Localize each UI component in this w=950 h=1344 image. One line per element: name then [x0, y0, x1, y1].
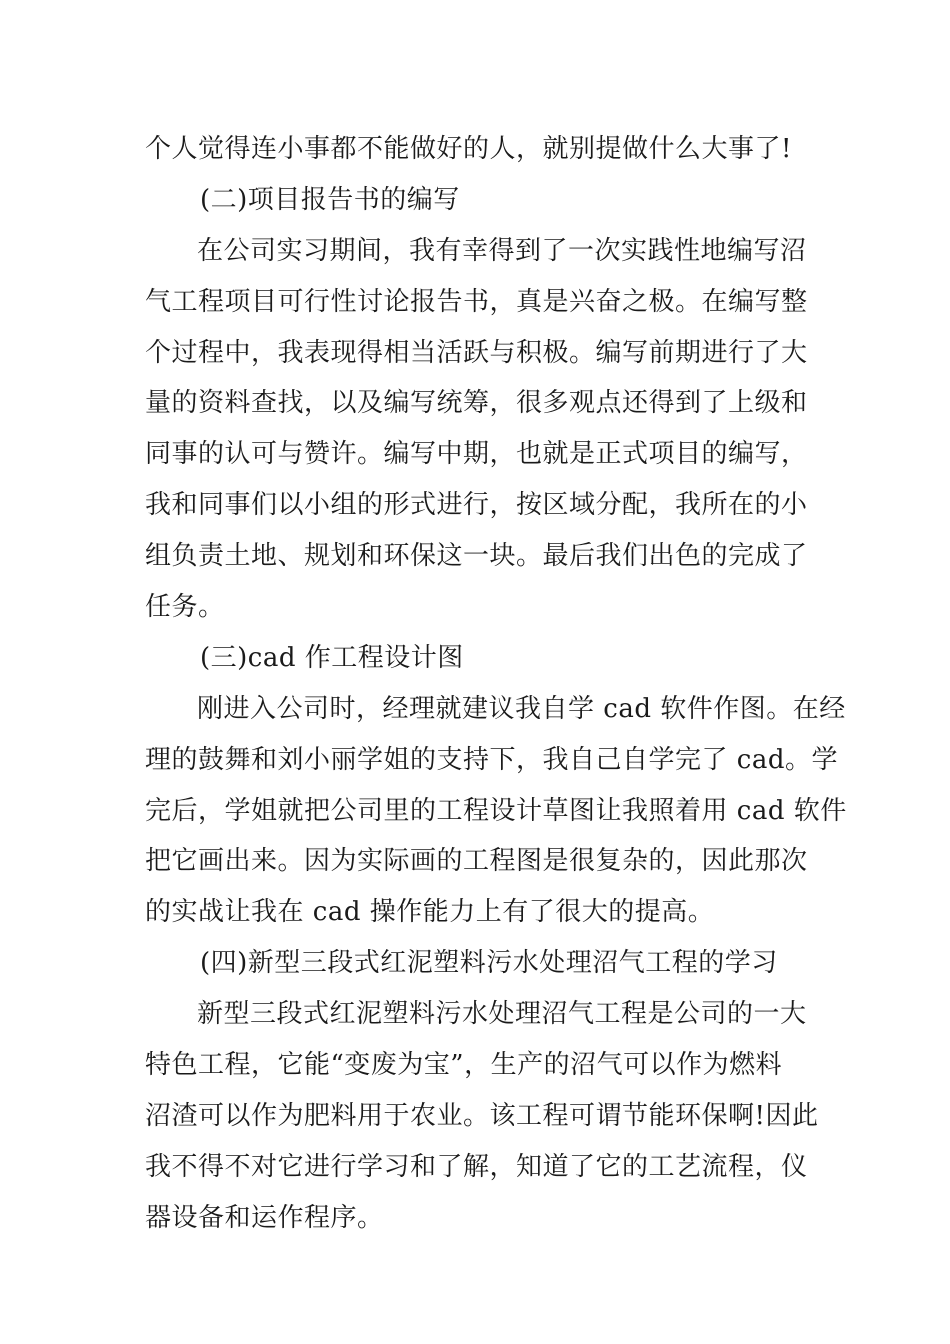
- section-heading-2: (二)项目报告书的编写: [200, 184, 460, 215]
- paragraph-first-line: 在公司实习期间，我有幸得到了一次实践性地编写沼: [197, 235, 807, 266]
- paragraph-first-line: 新型三段式红泥塑料污水处理沼气工程是公司的一大: [197, 999, 807, 1030]
- body-line: 我不得不对它进行学习和了解，知道了它的工艺流程，仪: [145, 1151, 808, 1182]
- body-line: 同事的认可与赞许。编写中期，也就是正式项目的编写，: [145, 439, 808, 470]
- section-heading-4: (四)新型三段式红泥塑料污水处理沼气工程的学习: [200, 948, 778, 979]
- body-line: 特色工程，它能“变废为宝”，生产的沼气可以作为燃料: [145, 1050, 783, 1081]
- body-line: 量的资料查找，以及编写统筹，很多观点还得到了上级和: [145, 388, 808, 419]
- section-heading-3: (三)cad 作工程设计图: [200, 642, 464, 673]
- body-line: 沼渣可以作为肥料用于农业。该工程可谓节能环保啊!因此: [145, 1100, 819, 1131]
- body-line: 器设备和运作程序。: [145, 1202, 384, 1233]
- body-line: 个人觉得连小事都不能做好的人，就别提做什么大事了!: [145, 134, 792, 164]
- body-line: 把它画出来。因为实际画的工程图是很复杂的，因此那次: [145, 846, 808, 877]
- body-line: 我和同事们以小组的形式进行，按区域分配，我所在的小: [145, 490, 808, 521]
- body-line: 个过程中，我表现得相当活跃与积极。编写前期进行了大: [145, 337, 808, 368]
- paragraph-first-line: 刚进入公司时，经理就建议我自学 cad 软件作图。在经: [197, 693, 846, 724]
- body-line: 组负责土地、规划和环保这一块。最后我们出色的完成了: [145, 541, 808, 572]
- body-line: 气工程项目可行性讨论报告书，真是兴奋之极。在编写整: [145, 286, 808, 317]
- body-line: 完后，学姐就把公司里的工程设计草图让我照着用 cad 软件: [145, 795, 847, 826]
- body-line: 理的鼓舞和刘小丽学姐的支持下，我自己自学完了 cad。学: [145, 744, 838, 775]
- body-line: 的实战让我在 cad 操作能力上有了很大的提高。: [145, 897, 715, 928]
- body-line: 任务。: [145, 592, 225, 623]
- document-body: [145, 124, 847, 1244]
